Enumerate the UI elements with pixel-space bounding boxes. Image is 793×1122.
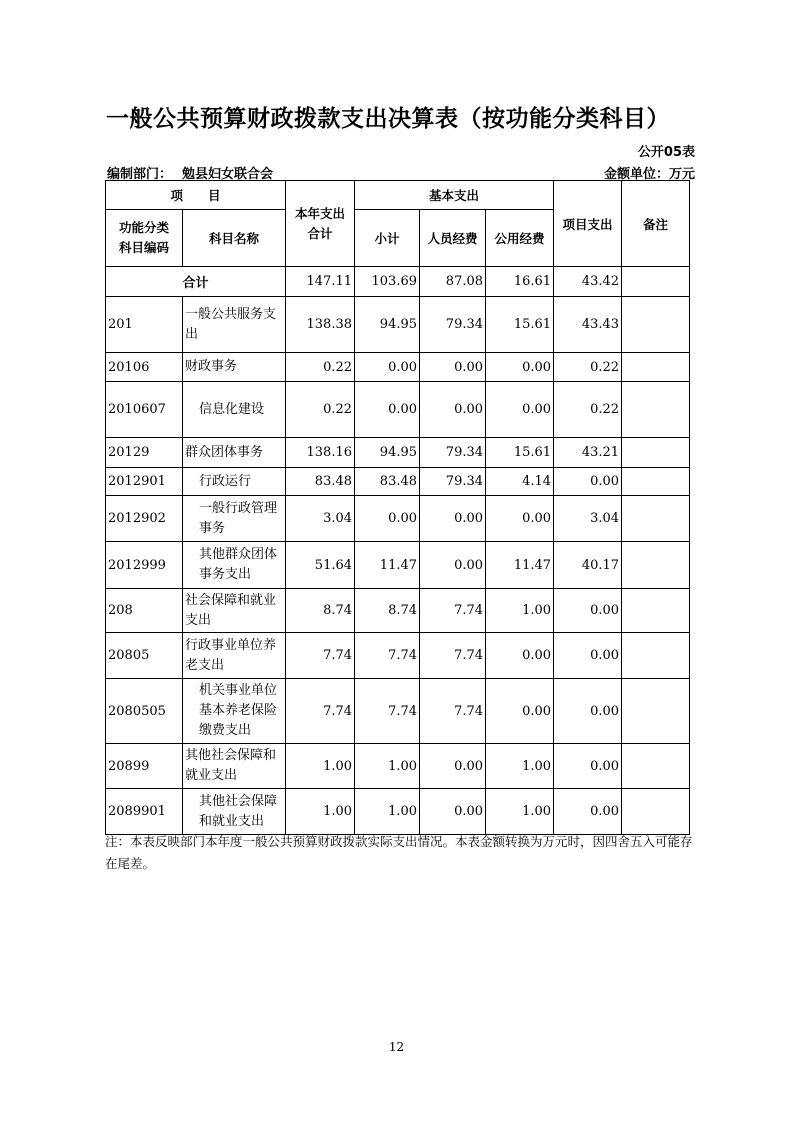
row-public: 15.61 bbox=[486, 438, 554, 468]
row-name: 财政事务 bbox=[183, 353, 286, 382]
row-name: 其他群众团体事务支出 bbox=[183, 542, 286, 589]
row-remark bbox=[622, 589, 690, 633]
row-public: 1.00 bbox=[486, 589, 554, 633]
row-subtotal: 1.00 bbox=[355, 744, 420, 789]
row-remark bbox=[622, 438, 690, 468]
row-personnel: 0.00 bbox=[420, 496, 486, 542]
amount-unit: 金额单位：万元 bbox=[603, 167, 695, 182]
row-name: 其他社会保障和就业支出 bbox=[183, 744, 286, 789]
row-code: 2012999 bbox=[106, 542, 183, 589]
row-total: 3.04 bbox=[286, 496, 355, 542]
row-public: 0.00 bbox=[486, 353, 554, 382]
row-name: 行政事业单位养老支出 bbox=[183, 633, 286, 679]
row-personnel: 79.34 bbox=[420, 438, 486, 468]
header-basic: 基本支出 bbox=[355, 181, 554, 210]
page-title: 一般公共预算财政拨款支出决算表（按功能分类科目） bbox=[106, 106, 670, 132]
header-project: 项 目 bbox=[106, 181, 286, 210]
total-project: 43.42 bbox=[554, 267, 622, 297]
row-public: 15.61 bbox=[486, 297, 554, 353]
row-remark bbox=[622, 297, 690, 353]
header-subject-name: 科目名称 bbox=[183, 210, 286, 267]
total-personnel: 87.08 bbox=[420, 267, 486, 297]
row-name: 其他社会保障和就业支出 bbox=[183, 789, 286, 835]
row-subtotal: 1.00 bbox=[355, 789, 420, 835]
row-public: 0.00 bbox=[486, 382, 554, 438]
table-row bbox=[106, 542, 690, 589]
row-subtotal: 8.74 bbox=[355, 589, 420, 633]
row-total: 51.64 bbox=[286, 542, 355, 589]
row-public: 0.00 bbox=[486, 496, 554, 542]
row-personnel: 0.00 bbox=[420, 353, 486, 382]
row-code: 2012901 bbox=[106, 468, 183, 496]
footnote: 注：本表反映部门本年度一般公共预算财政拨款实际支出情况。本表金额转换为万元时，因四舍五入可能存在尾差。 bbox=[105, 834, 693, 871]
row-public: 0.00 bbox=[486, 633, 554, 679]
row-total: 1.00 bbox=[286, 744, 355, 789]
row-personnel: 0.00 bbox=[420, 789, 486, 835]
total-row bbox=[106, 267, 690, 297]
table-row bbox=[106, 679, 690, 744]
row-name: 社会保障和就业支出 bbox=[183, 589, 286, 633]
row-code: 2010607 bbox=[106, 382, 183, 438]
row-remark bbox=[622, 353, 690, 382]
row-subtotal: 94.95 bbox=[355, 438, 420, 468]
header-function-code bbox=[106, 210, 183, 267]
row-personnel: 79.34 bbox=[420, 297, 486, 353]
row-total: 7.74 bbox=[286, 679, 355, 744]
row-project: 3.04 bbox=[554, 496, 622, 542]
row-total: 8.74 bbox=[286, 589, 355, 633]
row-code: 20106 bbox=[106, 353, 183, 382]
row-remark bbox=[622, 789, 690, 835]
header-current-total-text: 本年支出合计 bbox=[295, 205, 346, 241]
row-name: 群众团体事务 bbox=[183, 438, 286, 468]
row-total: 1.00 bbox=[286, 789, 355, 835]
row-name: 一般公共服务支出 bbox=[183, 297, 286, 353]
row-subtotal: 0.00 bbox=[355, 353, 420, 382]
page-number: 12 bbox=[388, 1040, 405, 1054]
row-remark bbox=[622, 496, 690, 542]
row-code: 2080505 bbox=[106, 679, 183, 744]
row-subtotal: 0.00 bbox=[355, 496, 420, 542]
row-remark bbox=[622, 679, 690, 744]
row-public: 11.47 bbox=[486, 542, 554, 589]
row-personnel: 0.00 bbox=[420, 382, 486, 438]
row-remark bbox=[622, 633, 690, 679]
row-personnel: 7.74 bbox=[420, 589, 486, 633]
header-public: 公用经费 bbox=[486, 210, 554, 267]
row-project: 43.43 bbox=[554, 297, 622, 353]
row-public: 4.14 bbox=[486, 468, 554, 496]
table-row bbox=[106, 468, 690, 496]
table-row bbox=[106, 353, 690, 382]
row-subtotal: 7.74 bbox=[355, 633, 420, 679]
row-code: 20805 bbox=[106, 633, 183, 679]
row-total: 138.38 bbox=[286, 297, 355, 353]
row-public: 1.00 bbox=[486, 789, 554, 835]
row-project: 40.17 bbox=[554, 542, 622, 589]
total-label: 合计 bbox=[106, 267, 286, 297]
table-row bbox=[106, 744, 690, 789]
row-remark bbox=[622, 382, 690, 438]
row-personnel: 0.00 bbox=[420, 542, 486, 589]
row-total: 0.22 bbox=[286, 382, 355, 438]
table-row bbox=[106, 438, 690, 468]
table-row bbox=[106, 382, 690, 438]
total-subtotal: 103.69 bbox=[355, 267, 420, 297]
expenditure-table bbox=[105, 180, 690, 835]
row-project: 0.22 bbox=[554, 353, 622, 382]
row-total: 7.74 bbox=[286, 633, 355, 679]
header-function-code-text: 功能分类科目编码 bbox=[118, 220, 169, 255]
row-remark bbox=[622, 542, 690, 589]
total-public: 16.61 bbox=[486, 267, 554, 297]
total-remark bbox=[622, 267, 690, 297]
row-code: 208 bbox=[106, 589, 183, 633]
row-project: 0.00 bbox=[554, 744, 622, 789]
row-name: 一般行政管理事务 bbox=[183, 496, 286, 542]
row-personnel: 0.00 bbox=[420, 744, 486, 789]
table-row bbox=[106, 789, 690, 835]
row-project: 0.22 bbox=[554, 382, 622, 438]
total-current: 147.11 bbox=[286, 267, 355, 297]
row-subtotal: 7.74 bbox=[355, 679, 420, 744]
row-project: 0.00 bbox=[554, 633, 622, 679]
row-public: 0.00 bbox=[486, 679, 554, 744]
row-code: 201 bbox=[106, 297, 183, 353]
row-personnel: 7.74 bbox=[420, 633, 486, 679]
row-remark bbox=[622, 744, 690, 789]
row-name: 信息化建设 bbox=[183, 382, 286, 438]
row-personnel: 7.74 bbox=[420, 679, 486, 744]
header-current-total bbox=[286, 181, 355, 267]
row-remark bbox=[622, 468, 690, 496]
row-project: 0.00 bbox=[554, 789, 622, 835]
row-code: 2089901 bbox=[106, 789, 183, 835]
header-remarks: 备注 bbox=[622, 181, 690, 267]
table-row bbox=[106, 496, 690, 542]
row-subtotal: 0.00 bbox=[355, 382, 420, 438]
department-name: 勉县妇女联合会 bbox=[182, 167, 274, 182]
row-total: 83.48 bbox=[286, 468, 355, 496]
form-number: 公开05表 bbox=[637, 145, 695, 160]
table-row bbox=[106, 297, 690, 353]
header-project-expense: 项目支出 bbox=[554, 181, 622, 267]
table-row bbox=[106, 589, 690, 633]
row-subtotal: 83.48 bbox=[355, 468, 420, 496]
header-subtotal: 小计 bbox=[355, 210, 420, 267]
row-name: 行政运行 bbox=[183, 468, 286, 496]
row-subtotal: 94.95 bbox=[355, 297, 420, 353]
row-personnel: 79.34 bbox=[420, 468, 486, 496]
row-project: 0.00 bbox=[554, 468, 622, 496]
row-code: 2012902 bbox=[106, 496, 183, 542]
row-total: 0.22 bbox=[286, 353, 355, 382]
row-project: 43.21 bbox=[554, 438, 622, 468]
row-project: 0.00 bbox=[554, 589, 622, 633]
table-row bbox=[106, 633, 690, 679]
row-code: 20899 bbox=[106, 744, 183, 789]
row-project: 0.00 bbox=[554, 679, 622, 744]
row-name: 机关事业单位基本养老保险缴费支出 bbox=[183, 679, 286, 744]
row-total: 138.16 bbox=[286, 438, 355, 468]
row-code: 20129 bbox=[106, 438, 183, 468]
row-public: 1.00 bbox=[486, 744, 554, 789]
department-label: 编制部门： bbox=[107, 167, 173, 182]
header-personnel: 人员经费 bbox=[420, 210, 486, 267]
row-subtotal: 11.47 bbox=[355, 542, 420, 589]
